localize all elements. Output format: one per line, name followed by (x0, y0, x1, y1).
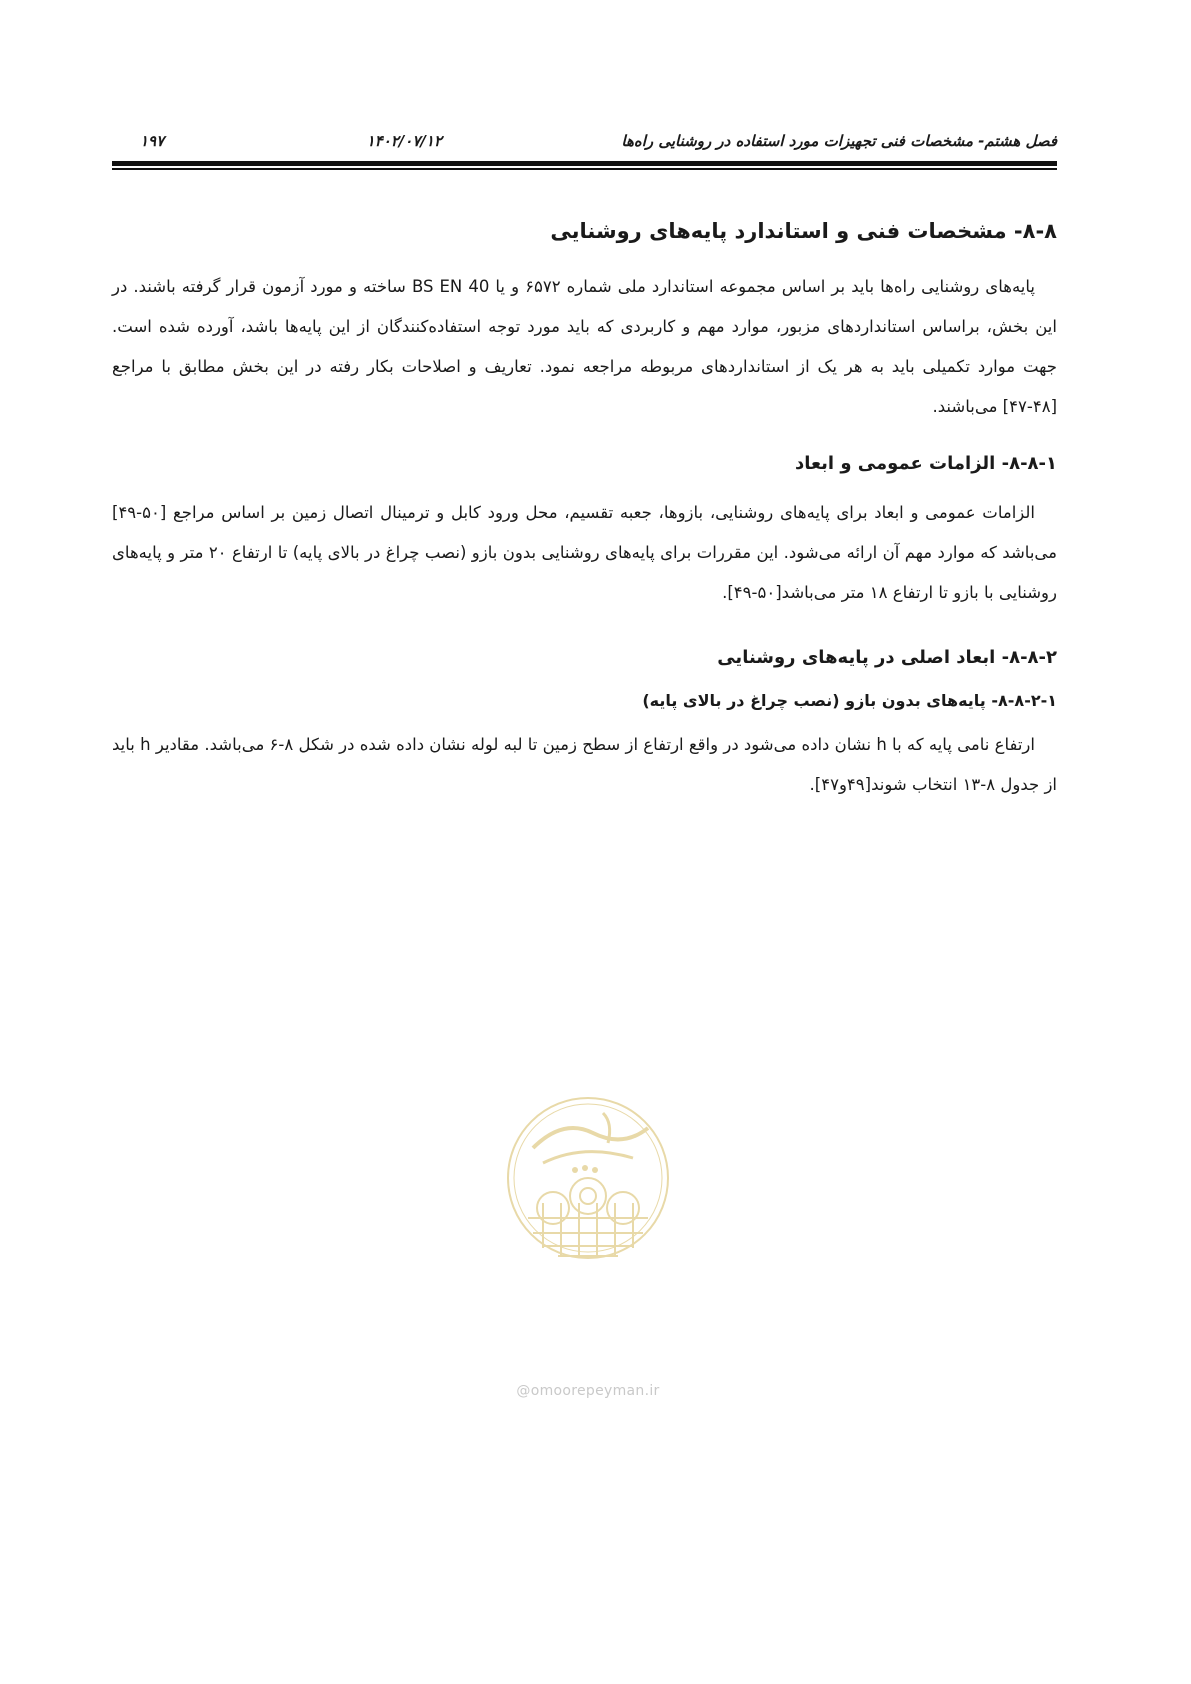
section-intro-paragraph: پایه‌های روشنایی راه‌ها باید بر اساس مجموعه استاندارد ملی شماره ۶۵۷۲ و یا BS EN 40 ساخته و مورد آزمون قرار گرفته باشند. در این بخش، براساس استانداردهای مزبور، موارد مهم و کاربردی که باید مورد توجه استفاده‌کنندگان از این پایه‌ها باشد، آورده شده است. جهت موارد تکمیلی باید به هر یک از استانداردهای مربوطه مراجعه نمود. تعاریف و اصلاحات بکار رفته در این بخش مطابق با مراجع [۴۸-۴۷] می‌باشند. (112, 277, 1057, 416)
subsection-2-1-paragraph: ارتفاع نامی پایه که با h نشان داده می‌شود در واقع ارتفاع از سطح زمین تا لبه لوله نشان داده شده در شکل ۸-۶ می‌باشد. مقادیر h باید از جدول ۸-۱۳ انتخاب شوند[۴۹و۴۷]. (112, 735, 1057, 794)
header-rule-thick (112, 161, 1057, 166)
main-content (112, 215, 1057, 827)
header-date: ۱۴۰۲/۰۷/۱۲ (366, 132, 442, 150)
subsection-2-1-heading: ۸-۸-۲-۱- پایه‌های بدون بازو (نصب چراغ در بالای پایه) (642, 691, 1057, 710)
header-rule-thin (112, 168, 1057, 170)
running-header (112, 128, 1057, 158)
omoore-peyman-seal-icon (503, 1088, 673, 1273)
page-number: ۱۹۷ (140, 132, 165, 150)
subsection-1-heading: ۸-۸-۱- الزامات عمومی و ابعاد (794, 453, 1057, 474)
subsection-2-heading: ۸-۸-۲- ابعاد اصلی در پایه‌های روشنایی (717, 647, 1057, 668)
subsection-1-paragraph: الزامات عمومی و ابعاد برای پایه‌های روشنایی، بازوها، جعبه تقسیم، محل ورود کابل و ترمینال اتصال زمین بر اساس مراجع [۵۰-۴۹] می‌باشد که موارد مهم آن ارائه می‌شود. این مقررات برای پایه‌های روشنایی بدون بازو (نصب چراغ در بالای پایه) تا ارتفاع ۲۰ متر و پایه‌های روشنایی با بازو تا ارتفاع ۱۸ متر می‌باشد[۵۰-۴۹]. (112, 503, 1057, 602)
section-heading: ۸-۸- مشخصات فنی و استاندارد پایه‌های روشنایی (550, 219, 1057, 243)
chapter-title: فصل هشتم- مشخصات فنی تجهیزات مورد استفاده در روشنایی راه‌ها (621, 132, 1057, 150)
watermark-url: @omoorepeyman.ir (516, 1383, 660, 1399)
